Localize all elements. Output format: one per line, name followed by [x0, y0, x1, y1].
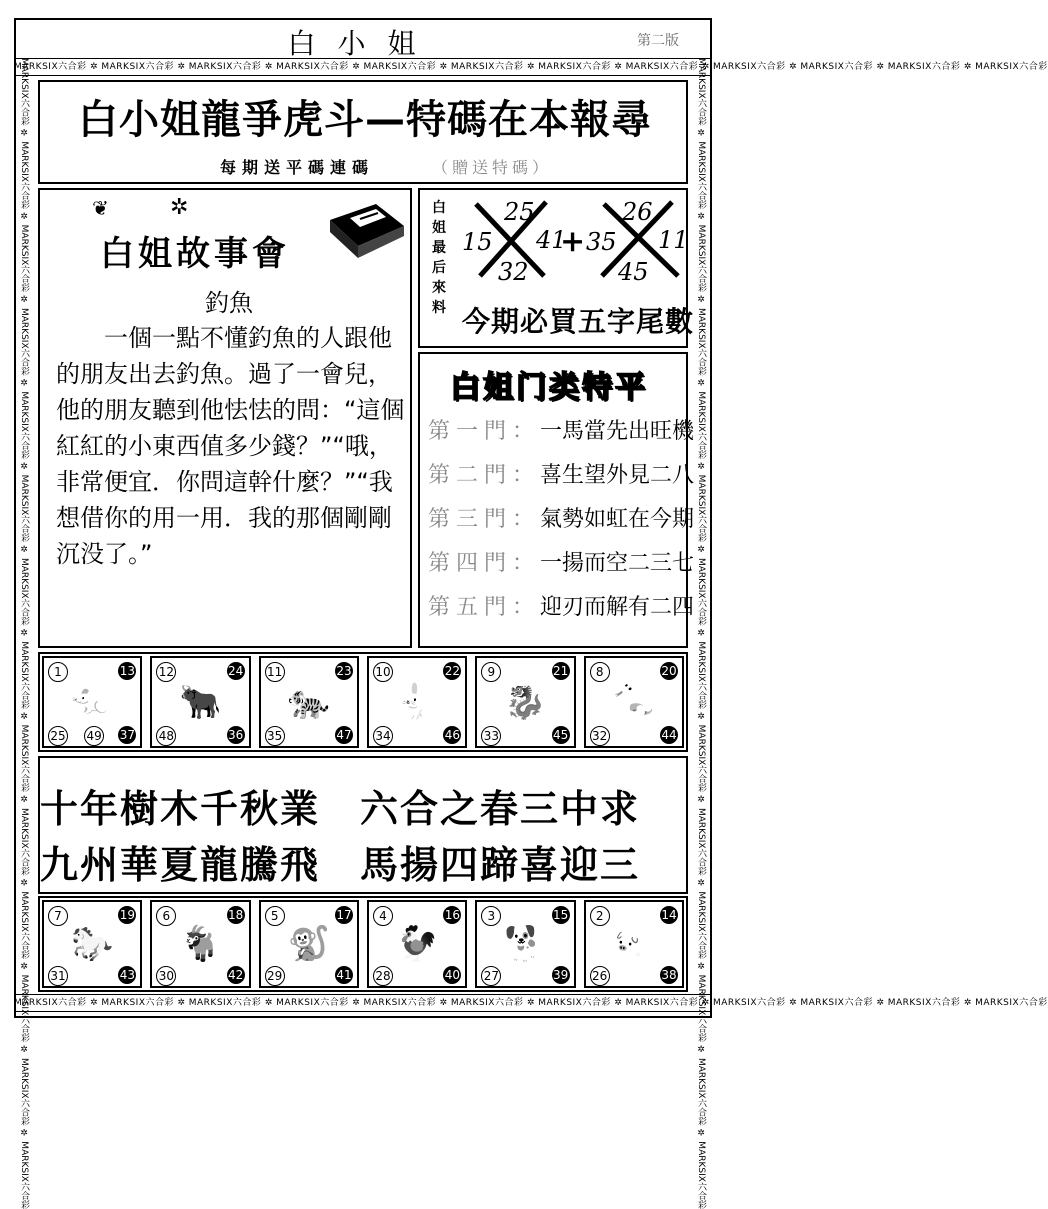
- zodiac-number: 40: [444, 968, 460, 982]
- zodiac-cell-ox: [150, 656, 250, 748]
- zodiac-number: 2: [590, 906, 610, 926]
- door-row: [428, 414, 694, 445]
- zodiac-number: 29: [265, 966, 285, 986]
- zodiac-number: 46: [444, 728, 460, 742]
- door-text: 喜生望外見二八: [540, 463, 695, 488]
- story-body: [56, 320, 412, 572]
- pig-icon: 🐖: [612, 924, 655, 964]
- zodiac-cell-tiger: [259, 656, 359, 748]
- crossed-number: 15: [462, 228, 493, 256]
- zodiac-number: 34: [373, 726, 393, 746]
- monkey-icon: 🐒: [287, 924, 330, 964]
- crossed-number: 35: [586, 228, 617, 256]
- goat-icon: 🐐: [179, 924, 222, 964]
- zodiac-cell-dog: [475, 900, 575, 988]
- marksix-strip-right: MARKSIX六合彩 ✲ MARKSIX六合彩 ✲ MARKSIX六合彩 ✲ MARKSIX六合彩 ✲ MARKSIX六合彩 ✲ MARKSIX六合彩 ✲ MARKSIX六合彩 ✲ MARKSIX六合彩 ✲ MARKSIX六合彩 ✲ MARKSIX六合彩 ✲ MARKSIX六合彩 ✲ MARKSIX六合彩 ✲ MARKSIX六合彩 ✲ MARKSIX六合彩: [696, 58, 706, 1209]
- plus-sign: +: [560, 224, 586, 259]
- story-subtitle: 釣魚: [205, 289, 253, 317]
- zodiac-number: 5: [265, 906, 285, 926]
- poem-line-2: 九州華夏龍騰飛 馬揚四蹄喜迎三: [40, 843, 641, 887]
- zodiac-number: 48: [156, 726, 176, 746]
- zodiac-number: 17: [336, 908, 352, 922]
- tail-number-text: 今期必買五字尾數: [462, 305, 695, 338]
- story-paragraph: 一個一點不懂釣魚的人跟他的朋友出去釣魚。過了一會兒，他的朋友聽到他怯怯的問：“這個紅紅的小東西值多少錢？”“哦，非常便宜．你問這幹什麼？”“我想借你的用一用．我的那個剛剛沉没了。”: [56, 324, 405, 568]
- zodiac-number: 13: [119, 664, 135, 678]
- zodiac-number: 22: [444, 664, 460, 678]
- crossed-number: 25: [504, 198, 535, 226]
- zodiac-cell-snake: [584, 656, 684, 748]
- zodiac-number: 1: [48, 662, 68, 682]
- zodiac-number: 31: [48, 966, 68, 986]
- tiger-icon: 🐅: [287, 682, 330, 722]
- zodiac-number: 44: [661, 728, 677, 742]
- page-title: 白小姐: [287, 27, 438, 60]
- zodiac-number: 6: [156, 906, 176, 926]
- zodiac-number: 39: [553, 968, 569, 982]
- poem-line-1: 十年樹木千秋業 六合之春三中求: [40, 787, 641, 831]
- zodiac-number: 10: [373, 662, 393, 682]
- zodiac-number: 4: [373, 906, 393, 926]
- crossed-numbers: [456, 196, 689, 286]
- crossed-number: 26: [622, 198, 653, 226]
- zodiac-number: 15: [553, 908, 569, 922]
- zodiac-number: 9: [481, 662, 501, 682]
- zodiac-cell-horse: [42, 900, 142, 988]
- marksix-strip-top: MARKSIX六合彩 ✲ MARKSIX六合彩 ✲ MARKSIX六合彩 ✲ MARKSIX六合彩 ✲ MARKSIX六合彩 ✲ MARKSIX六合彩 ✲ MARKSIX六合彩 ✲ MARKSIX六合彩 ✲ MARKSIX六合彩 ✲ MARKSIX六合彩 ✲ MARKSIX六合彩 ✲ MARKSIX六合彩: [14, 58, 712, 76]
- door-row: [428, 458, 694, 489]
- ox-icon: 🐂: [179, 682, 222, 722]
- crossed-number: 11: [658, 226, 689, 254]
- door-text: 氣勢如虹在今期: [540, 507, 695, 532]
- door-text: 迎刃而解有二四: [540, 595, 695, 620]
- marksix-strip-bottom: MARKSIX六合彩 ✲ MARKSIX六合彩 ✲ MARKSIX六合彩 ✲ MARKSIX六合彩 ✲ MARKSIX六合彩 ✲ MARKSIX六合彩 ✲ MARKSIX六合彩 ✲ MARKSIX六合彩 ✲ MARKSIX六合彩 ✲ MARKSIX六合彩 ✲ MARKSIX六合彩 ✲ MARKSIX六合彩: [14, 994, 712, 1012]
- zodiac-number: 35: [265, 726, 285, 746]
- zodiac-number: 45: [553, 728, 569, 742]
- zodiac-number: 3: [481, 906, 501, 926]
- zodiac-number: 47: [336, 728, 352, 742]
- crossed-number: 32: [498, 258, 529, 286]
- edition-label: 第二版: [637, 33, 679, 49]
- horse-icon: 🐎: [70, 924, 114, 964]
- zodiac-number: 38: [661, 968, 677, 982]
- door-text: 一馬當先出旺機: [540, 419, 695, 444]
- zodiac-number: 12: [156, 662, 176, 682]
- subline: 每期送平碼連碼: [220, 158, 375, 177]
- door-row: [428, 546, 694, 577]
- door-label: 第五門：: [428, 595, 541, 620]
- zodiac-number: 24: [228, 664, 244, 678]
- zodiac-number: 32: [590, 726, 610, 746]
- tulip-icon: ❦: [92, 196, 109, 220]
- rooster-icon: 🐓: [395, 924, 439, 964]
- door-label: 第四門：: [428, 551, 541, 576]
- zodiac-number: 21: [553, 664, 569, 678]
- zodiac-cell-rat: [42, 656, 142, 748]
- zodiac-number: 43: [119, 968, 135, 982]
- dragon-icon: 🐉: [504, 682, 547, 722]
- zodiac-number: 27: [481, 966, 501, 986]
- door-label: 第三門：: [428, 507, 541, 532]
- rat-icon: 🐀: [70, 682, 114, 722]
- zodiac-cell-rabbit: [367, 656, 467, 748]
- dog-icon: 🐕: [504, 924, 547, 964]
- zodiac-number: 18: [228, 908, 244, 922]
- marksix-strip-left: MARKSIX六合彩 ✲ MARKSIX六合彩 ✲ MARKSIX六合彩 ✲ MARKSIX六合彩 ✲ MARKSIX六合彩 ✲ MARKSIX六合彩 ✲ MARKSIX六合彩 ✲ MARKSIX六合彩 ✲ MARKSIX六合彩 ✲ MARKSIX六合彩 ✲ MARKSIX六合彩 ✲ MARKSIX六合彩 ✲ MARKSIX六合彩 ✲ MARKSIX六合彩: [19, 58, 29, 1209]
- crossed-number: 45: [618, 258, 649, 286]
- door-row: [428, 502, 694, 533]
- zodiac-number: 37: [119, 728, 135, 742]
- zodiac-number: 25: [48, 726, 68, 746]
- zodiac-number: 36: [228, 728, 244, 742]
- zodiac-number: 14: [661, 908, 677, 922]
- book-icon: [320, 200, 406, 266]
- door-text: 一揚而空二三七: [540, 551, 695, 576]
- zodiac-cell-goat: [150, 900, 250, 988]
- zodiac-number: 8: [590, 662, 610, 682]
- subnote: （贈送特碼）: [432, 158, 553, 177]
- rabbit-icon: 🐇: [395, 682, 439, 722]
- zodiac-cell-pig: [584, 900, 684, 988]
- zodiac-number: 41: [336, 968, 352, 982]
- zodiac-number: 20: [661, 664, 677, 678]
- zodiac-number: 7: [48, 906, 68, 926]
- zodiac-number: 23: [336, 664, 352, 678]
- headline: 白小姐龍爭虎斗—特碼在本報尋: [78, 97, 652, 143]
- zodiac-number: 11: [265, 662, 285, 682]
- zodiac-number: 49: [84, 726, 104, 746]
- zodiac-number: 33: [481, 726, 501, 746]
- zodiac-cell-rooster: [367, 900, 467, 988]
- sparkle-icon: ✲: [170, 195, 189, 220]
- zodiac-number: 19: [119, 908, 135, 922]
- door-label: 第二門：: [428, 463, 541, 488]
- snake-icon: 🐍: [612, 682, 655, 722]
- zodiac-number: 16: [444, 908, 460, 922]
- zodiac-number: 28: [373, 966, 393, 986]
- story-title: 白姐故事會: [100, 234, 290, 274]
- zodiac-number: 26: [590, 966, 610, 986]
- doors-title: 白姐门类特平: [450, 370, 648, 405]
- zodiac-cell-dragon: [475, 656, 575, 748]
- final-pick-label: 白姐最后來料: [432, 200, 446, 316]
- zodiac-cell-monkey: [259, 900, 359, 988]
- door-label: 第一門：: [428, 419, 541, 444]
- crossed-number: 41: [536, 226, 567, 254]
- door-row: [428, 590, 694, 621]
- zodiac-number: 30: [156, 966, 176, 986]
- zodiac-number: 42: [228, 968, 244, 982]
